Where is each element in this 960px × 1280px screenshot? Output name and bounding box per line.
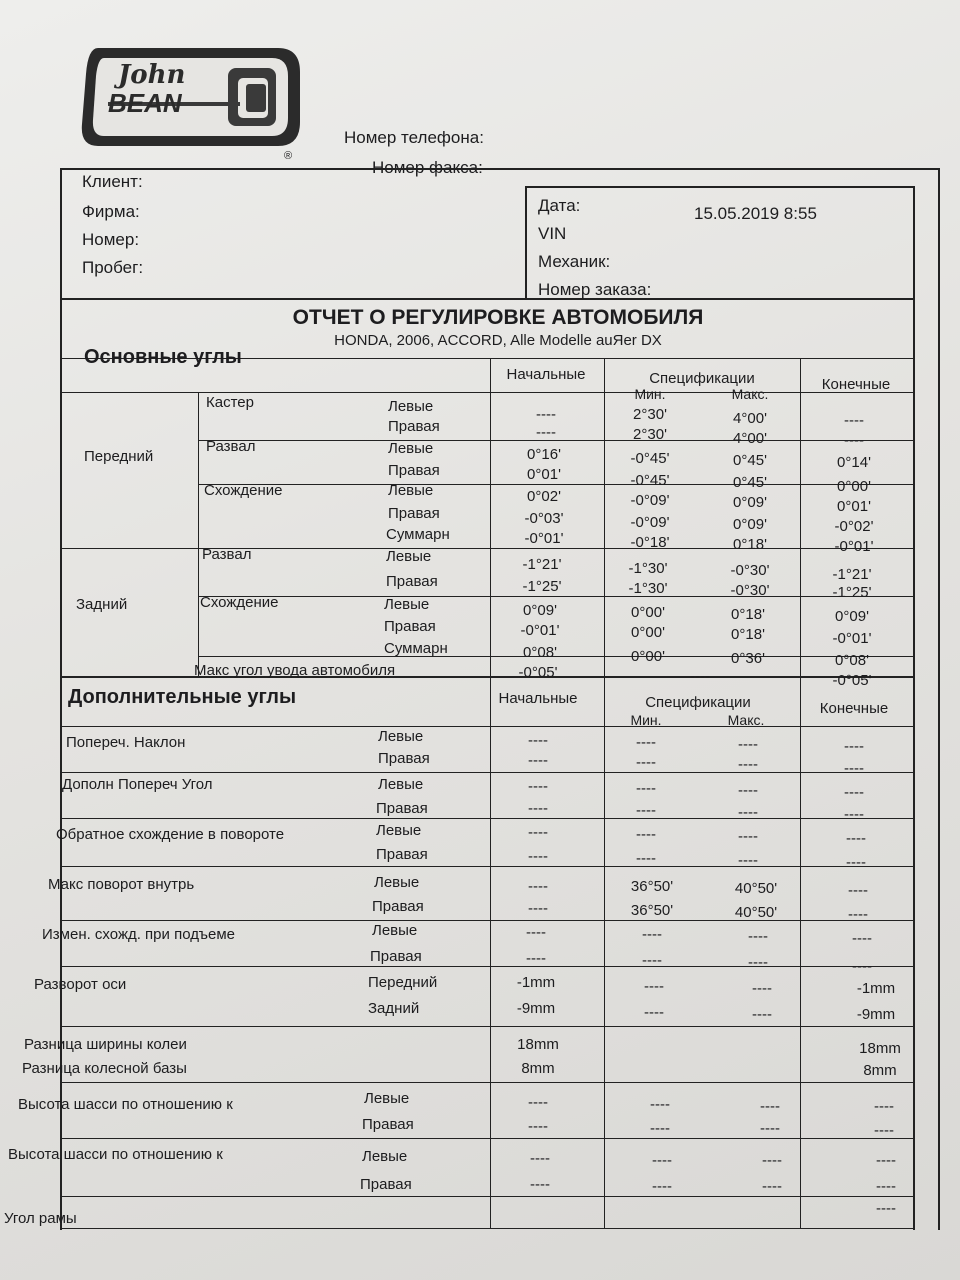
- label-right: Правая: [378, 750, 430, 767]
- toot-l-max: ----: [738, 828, 758, 845]
- label-sai: Попереч. Наклон: [66, 734, 186, 751]
- label-left: Левые: [372, 922, 418, 939]
- camber-r-final: 0°00': [837, 478, 871, 495]
- sai-r-max: ----: [738, 756, 758, 773]
- col-max-2: Макс.: [727, 712, 765, 728]
- rcamber-l-max: -0°30': [730, 562, 770, 579]
- caster-r-initial: ----: [536, 424, 556, 441]
- label-right: Правая: [376, 846, 428, 863]
- section-extra-angles: Дополнительные углы: [68, 686, 297, 708]
- toot-r-final: ----: [846, 854, 866, 871]
- camber-r-initial: 0°01': [527, 466, 561, 483]
- divider-final-col: [800, 358, 801, 1228]
- setback-front-max: ----: [752, 980, 772, 997]
- label-left: Левые: [364, 1090, 410, 1107]
- col-spec-2: Спецификации: [645, 694, 751, 711]
- toechg-r-initial: ----: [526, 950, 546, 967]
- label-right: Правая: [386, 573, 438, 590]
- camber-l-max: 0°45': [733, 452, 767, 469]
- row-divider: [60, 866, 915, 867]
- col-max: Макс.: [731, 386, 769, 402]
- group-rear: Задний: [76, 596, 128, 613]
- sai-l-final: ----: [844, 738, 864, 755]
- col-min: Мин.: [634, 386, 666, 402]
- caster-l-min: 2°30': [633, 406, 667, 423]
- maxturn-r-initial: ----: [528, 900, 548, 917]
- rtoe-l-max: 0°18': [731, 606, 765, 623]
- mechanic-label: Механик:: [538, 252, 611, 271]
- thrust-spec: ----: [690, 668, 710, 685]
- label-rear-toe: Схождение: [200, 594, 279, 611]
- rcamber-l-min: -1°30': [628, 560, 668, 577]
- client-label: Клиент:: [82, 172, 143, 191]
- rcamber-r-initial: -1°25': [522, 578, 562, 595]
- label-rear: Задний: [368, 1000, 420, 1017]
- row-divider: [198, 484, 915, 485]
- label-max-turn: Макс поворот внутрь: [48, 876, 195, 893]
- number-label: Номер:: [82, 230, 140, 249]
- maxturn-r-min: 36°50': [630, 902, 674, 919]
- row-divider: [60, 818, 915, 819]
- height1-r-min: ----: [650, 1120, 670, 1137]
- wheelbase-final: 8mm: [863, 1062, 897, 1079]
- col-final: Конечные: [821, 376, 891, 393]
- toot-l-initial: ----: [528, 824, 548, 841]
- height1-l-min: ----: [650, 1096, 670, 1113]
- rcamber-l-final: -1°21': [832, 566, 872, 583]
- toechg-l-final: ----: [852, 930, 872, 947]
- logo-text-bean: BEAN: [108, 88, 182, 118]
- height2-r-max: ----: [762, 1178, 782, 1195]
- label-left: Левые: [376, 822, 422, 839]
- label-caster: Кастер: [206, 394, 254, 411]
- camber-l-initial: 0°16': [527, 446, 561, 463]
- caster-l-final: ----: [844, 412, 864, 429]
- height2-r-min: ----: [652, 1178, 672, 1195]
- john-bean-logo: [78, 44, 304, 150]
- label-rear-camber: Развал: [202, 546, 252, 563]
- rtoe-r-final: -0°01': [832, 630, 872, 647]
- toe-l-initial: 0°02': [527, 488, 561, 505]
- label-left: Левые: [384, 596, 430, 613]
- height1-l-final: ----: [874, 1098, 894, 1115]
- inc-r-min: ----: [636, 802, 656, 819]
- label-total: Суммарн: [386, 526, 450, 543]
- sai-r-min: ----: [636, 754, 656, 771]
- label-ride-height-2: Высота шасси по отношению к: [8, 1146, 223, 1163]
- row-divider: [60, 1138, 915, 1139]
- height1-r-max: ----: [760, 1120, 780, 1137]
- wheelbase-initial: 8mm: [521, 1060, 555, 1077]
- rtoe-t-final: 0°08': [835, 652, 869, 669]
- label-toe-out-turns: Обратное схождение в повороте: [56, 826, 285, 843]
- rtoe-r-initial: -0°01': [520, 622, 560, 639]
- row-divider: [60, 772, 915, 773]
- col-final-2: Конечные: [819, 700, 889, 717]
- label-right: Правая: [384, 618, 436, 635]
- sai-l-min: ----: [636, 734, 656, 751]
- setback-rear-min: ----: [644, 1004, 664, 1021]
- height2-l-final: ----: [876, 1152, 896, 1169]
- height1-l-initial: ----: [528, 1094, 548, 1111]
- company-label: Фирма:: [82, 202, 140, 221]
- height1-r-final: ----: [874, 1122, 894, 1139]
- setback-rear-final: -9mm: [856, 1006, 896, 1023]
- toe-t-final: -0°01': [834, 538, 874, 555]
- caster-l-max: 4°00': [733, 410, 767, 427]
- thrust-final: -0°05': [832, 672, 872, 689]
- inc-l-initial: ----: [528, 778, 548, 795]
- label-right: Правая: [372, 898, 424, 915]
- caster-r-final: ----: [844, 432, 864, 449]
- row-divider: [198, 440, 915, 441]
- sai-l-initial: ----: [528, 732, 548, 749]
- group-front: Передний: [84, 448, 154, 465]
- maxturn-r-max: 40°50': [734, 904, 778, 921]
- height2-r-initial: ----: [530, 1176, 550, 1193]
- caster-l-initial: ----: [536, 406, 556, 423]
- label-frame-angle: Угол рамы: [4, 1210, 77, 1227]
- label-track-diff: Разница ширины колеи: [24, 1036, 187, 1053]
- label-included-angle: Дополн Попереч Угол: [62, 776, 213, 793]
- label-left: Левые: [378, 728, 424, 745]
- label-toe-change: Измен. схожд. при подъеме: [42, 926, 236, 943]
- toot-r-initial: ----: [528, 848, 548, 865]
- height2-r-final: ----: [876, 1178, 896, 1195]
- camber-r-max: 0°45': [733, 474, 767, 491]
- section-divider: [60, 676, 915, 678]
- divider-right-edge: [913, 186, 915, 1230]
- col-initial-2: Начальные: [498, 690, 578, 707]
- row-divider: [60, 920, 915, 921]
- inc-l-final: ----: [844, 784, 864, 801]
- rcamber-r-final: -1°25': [832, 584, 872, 601]
- row-divider: [60, 1196, 915, 1197]
- divider-initial-col: [490, 358, 491, 1228]
- toe-r-max: 0°09': [733, 516, 767, 533]
- label-right: Правая: [362, 1116, 414, 1133]
- camber-l-final: 0°14': [837, 454, 871, 471]
- track-final: 18mm: [859, 1040, 901, 1057]
- height2-l-max: ----: [762, 1152, 782, 1169]
- setback-front-initial: -1mm: [516, 974, 556, 991]
- logo-text-john: John: [118, 60, 186, 90]
- rcamber-r-max: -0°30': [730, 582, 770, 599]
- rtoe-l-initial: 0°09': [523, 602, 557, 619]
- label-left: Левые: [388, 398, 434, 415]
- maxturn-l-min: 36°50': [630, 878, 674, 895]
- label-left: Левые: [386, 548, 432, 565]
- registered-mark: ®: [284, 150, 293, 162]
- label-right: Правая: [388, 462, 440, 479]
- label-left: Левые: [388, 440, 434, 457]
- rtoe-l-min: 0°00': [631, 604, 665, 621]
- divider-colhead-main: [60, 392, 915, 393]
- toechg-r-min: ----: [642, 952, 662, 969]
- row-divider: [198, 596, 915, 597]
- section-main-angles: Основные углы: [84, 346, 242, 368]
- label-wheelbase-diff: Разница колесной базы: [22, 1060, 187, 1077]
- rcamber-r-min: -1°30': [628, 580, 668, 597]
- setback-front-final: -1mm: [856, 980, 896, 997]
- toe-t-max: 0°18': [733, 536, 767, 553]
- height1-l-max: ----: [760, 1098, 780, 1115]
- vin-label: VIN: [538, 224, 567, 243]
- label-left: Левые: [374, 874, 420, 891]
- divider-main-group: [198, 392, 199, 676]
- rtoe-r-max: 0°18': [731, 626, 765, 643]
- label-toe: Схождение: [204, 482, 283, 499]
- height1-r-initial: ----: [528, 1118, 548, 1135]
- inc-r-max: ----: [738, 804, 758, 821]
- toot-l-final: ----: [846, 830, 866, 847]
- maxturn-l-max: 40°50': [734, 880, 778, 897]
- label-thrust: Макс угол увода автомобиля: [194, 662, 396, 679]
- row-divider: [60, 548, 915, 549]
- toe-r-min: -0°09': [630, 514, 670, 531]
- toot-r-max: ----: [738, 852, 758, 869]
- camber-l-min: -0°45': [630, 450, 670, 467]
- row-divider: [60, 966, 915, 967]
- setback-rear-initial: -9mm: [516, 1000, 556, 1017]
- label-right: Правая: [388, 505, 440, 522]
- row-divider: [60, 726, 915, 727]
- inc-r-final: ----: [844, 806, 864, 823]
- toechg-r-max: ----: [748, 954, 768, 971]
- toechg-l-max: ----: [748, 928, 768, 945]
- sai-l-max: ----: [738, 736, 758, 753]
- maxturn-l-initial: ----: [528, 878, 548, 895]
- col-min-2: Мин.: [630, 712, 662, 728]
- maxturn-l-final: ----: [848, 882, 868, 899]
- rtoe-t-min: 0°00': [631, 648, 665, 665]
- toe-r-final: -0°02': [834, 518, 874, 535]
- divider-top-right: [525, 186, 915, 188]
- divider-vertical-client: [525, 186, 527, 298]
- toechg-l-min: ----: [642, 926, 662, 943]
- setback-rear-max: ----: [752, 1006, 772, 1023]
- col-initial: Начальные: [506, 366, 586, 383]
- thrust-initial: -0°05': [518, 664, 558, 681]
- label-total: Суммарн: [384, 640, 448, 657]
- toe-t-min: -0°18': [630, 534, 670, 551]
- label-setback: Разворот оси: [34, 976, 127, 993]
- track-initial: 18mm: [517, 1036, 559, 1053]
- row-divider: [60, 1082, 915, 1083]
- label-camber: Развал: [206, 438, 256, 455]
- inc-l-max: ----: [738, 782, 758, 799]
- mileage-label: Пробег:: [82, 258, 144, 277]
- label-left: Левые: [388, 482, 434, 499]
- inc-l-min: ----: [636, 780, 656, 797]
- maxturn-r-final: ----: [848, 906, 868, 923]
- rtoe-t-initial: 0°08': [523, 644, 557, 661]
- inc-r-initial: ----: [528, 800, 548, 817]
- caster-r-max: 4°00': [733, 430, 767, 447]
- divider-spec-col: [604, 358, 605, 1228]
- divider-header-end: [60, 298, 915, 300]
- report-title: ОТЧЕТ О РЕГУЛИРОВКЕ АВТОМОБИЛЯ: [292, 306, 704, 329]
- row-divider: [60, 1026, 915, 1027]
- toechg-r-final: ----: [852, 958, 872, 975]
- phone-label: Номер телефона:: [344, 128, 484, 147]
- rtoe-r-min: 0°00': [631, 624, 665, 641]
- setback-front-min: ----: [644, 978, 664, 995]
- label-left: Левые: [362, 1148, 408, 1165]
- toot-r-min: ----: [636, 850, 656, 867]
- rcamber-l-initial: -1°21': [522, 556, 562, 573]
- toe-l-min: -0°09': [630, 492, 670, 509]
- label-right: Правая: [370, 948, 422, 965]
- toe-l-final: 0°01': [837, 498, 871, 515]
- fax-label: Номер факса:: [372, 158, 483, 177]
- caster-r-min: 2°30': [633, 426, 667, 443]
- frame-final: ----: [876, 1200, 896, 1217]
- label-right: Правая: [388, 418, 440, 435]
- sai-r-initial: ----: [528, 752, 548, 769]
- label-left: Левые: [378, 776, 424, 793]
- toe-t-initial: -0°01': [524, 530, 564, 547]
- toe-l-max: 0°09': [733, 494, 767, 511]
- label-front: Передний: [368, 974, 438, 991]
- row-divider: [60, 1228, 915, 1229]
- toechg-l-initial: ----: [526, 924, 546, 941]
- date-label: Дата:: [538, 196, 581, 215]
- camber-r-min: -0°45': [630, 472, 670, 489]
- report-subtitle: HONDA, 2006, ACCORD, Alle Modelle auЯer DX: [334, 332, 662, 349]
- label-ride-height-1: Высота шасси по отношению к: [18, 1096, 233, 1113]
- rtoe-t-max: 0°36': [731, 650, 765, 667]
- label-right: Правая: [360, 1176, 412, 1193]
- height2-l-initial: ----: [530, 1150, 550, 1167]
- toot-l-min: ----: [636, 826, 656, 843]
- height2-l-min: ----: [652, 1152, 672, 1169]
- col-spec: Спецификации: [649, 370, 755, 387]
- date-value: 15.05.2019 8:55: [694, 204, 817, 223]
- rtoe-l-final: 0°09': [835, 608, 869, 625]
- order-label: Номер заказа:: [538, 280, 652, 299]
- label-right: Правая: [376, 800, 428, 817]
- toe-r-initial: -0°03': [524, 510, 564, 527]
- sai-r-final: ----: [844, 760, 864, 777]
